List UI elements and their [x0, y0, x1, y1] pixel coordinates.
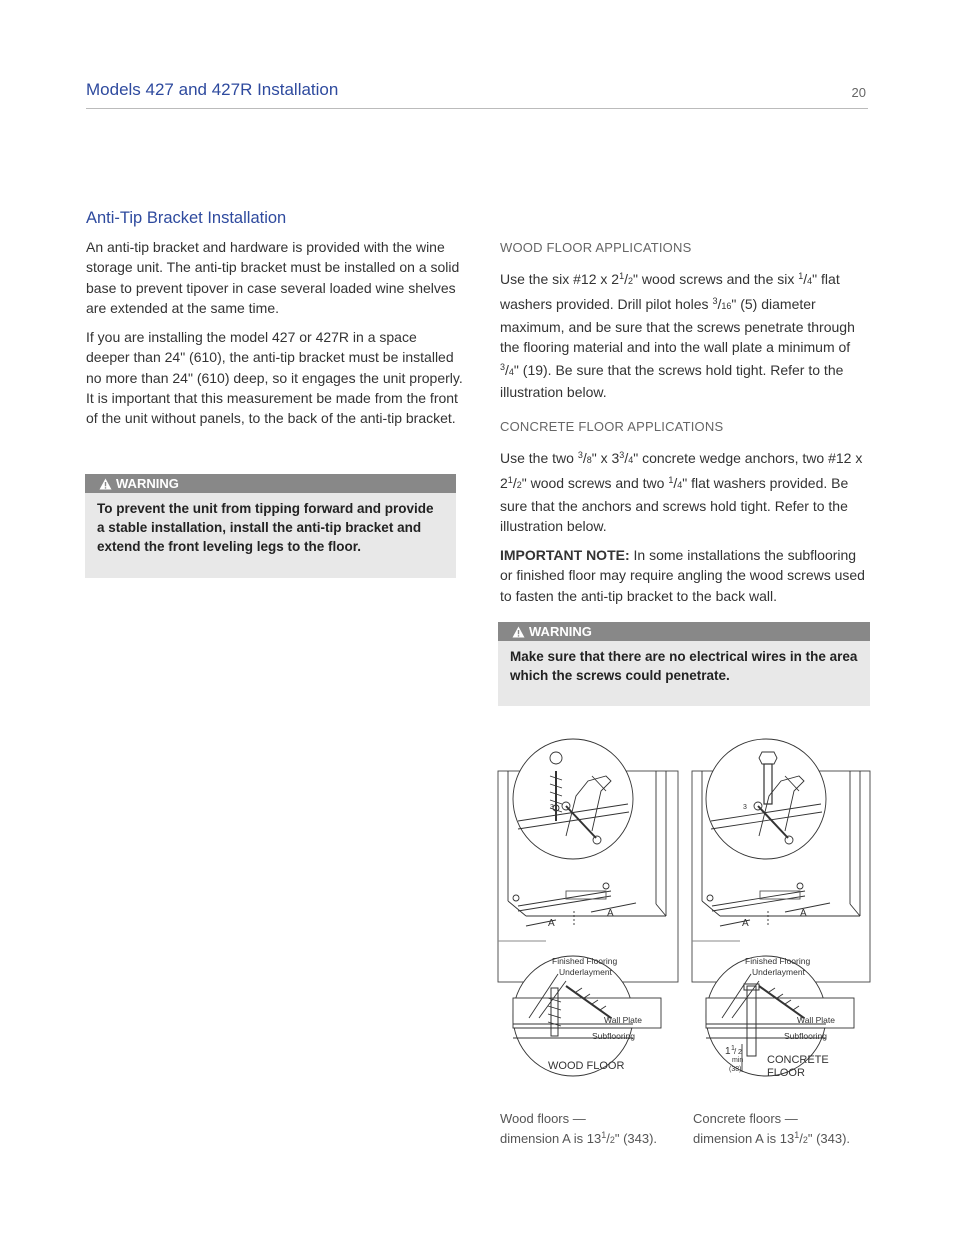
- underlayment-label: Underlayment: [752, 967, 805, 977]
- important-note: [500, 545, 872, 606]
- text-run: dimension A is 13: [693, 1131, 795, 1146]
- fraction-slash: /: [734, 1047, 737, 1056]
- fraction-numerator: 1: [794, 1130, 800, 1140]
- subflooring-label: Subflooring: [592, 1031, 636, 1041]
- concrete-floor-paragraph: Use the two $^3$/8" x $3^3/4$" concrete wedge anchors, two #12 x $2^1/2$" wood screws and two $^1$/4" flat washers provided. Be sure that the anchors and screws hold tight. Refer to the illustration below.: [500, 450, 863, 534]
- warning-text: To prevent the unit from tipping forward and provide a stable installation, install the anti-tip bracket and extend the front leveling legs to the floor.: [97, 501, 434, 554]
- fraction-denominator: 4: [628, 455, 634, 465]
- text-run: " x 3: [591, 450, 620, 466]
- text-run: " concrete wedge anchors, two #12 x 2: [500, 450, 863, 492]
- wood-floor-caption: [500, 1110, 657, 1149]
- min-label: min: [732, 1057, 744, 1064]
- anti-tip-bracket-illustration: [496, 736, 872, 1086]
- washer-mark-label: 3: [743, 804, 747, 811]
- text-run: Use the six #12 x 2: [500, 271, 620, 287]
- wall-plate-label: Wall Plate: [604, 1015, 642, 1025]
- caption-line: dimension A is $13^1/2$" (343).: [693, 1130, 851, 1146]
- wall-plate-label: Wall Plate: [797, 1015, 835, 1025]
- concrete-bracket-detail: [706, 739, 826, 859]
- fraction-denominator: 4: [677, 480, 683, 491]
- text-run: Use the two: [500, 450, 578, 466]
- finished-flooring-label: Finished Flooring: [745, 956, 811, 966]
- warning-text: Make sure that there are no electrical wires in the area which the screws could penetrate.: [510, 649, 858, 683]
- dimension-a-label: A: [800, 908, 807, 919]
- fraction-denominator: 16: [721, 301, 732, 312]
- wood-floor-section: [500, 240, 872, 403]
- warning-box-tipping: [85, 474, 456, 578]
- fraction-denominator: 2: [627, 276, 633, 286]
- wood-floor-paragraph: Use the six #12 x $2^1/2$" wood screws and the six $^1$/4" flat washers provided. Drill pilot holes $^3$/16" (5) diameter maximum, and be sure that the screws penetrate through the flooring material and into the wall plate a minimum of $^3$/4" (19). Be sure that the screws hold tight. Refer to the illustration below.: [500, 271, 855, 401]
- fraction-numerator: 1: [798, 271, 804, 281]
- fraction-denominator: 2: [516, 480, 522, 491]
- text-run: " (343).: [614, 1131, 658, 1146]
- warning-triangle-icon: [512, 626, 525, 638]
- subflooring-label: Subflooring: [784, 1031, 828, 1041]
- fraction-denominator: 4: [807, 276, 813, 286]
- dimension-a-label: A: [742, 918, 749, 929]
- text-run: " (343).: [807, 1131, 851, 1146]
- warning-label: WARNING: [529, 624, 592, 639]
- min-mm-label: (38): [729, 1066, 742, 1073]
- text-run: dimension A is 13: [500, 1131, 602, 1146]
- dimension-a-label: A: [548, 918, 555, 929]
- header-divider: [86, 108, 868, 109]
- underlayment-label: Underlayment: [559, 967, 612, 977]
- fraction-numerator: 3: [712, 296, 718, 307]
- concrete-floor-caption: [693, 1110, 850, 1149]
- text-run: " (5) diameter maximum, and be sure that the screws penetrate through the flooring material and into the wall plate a minimum of: [500, 296, 855, 355]
- section-title: Anti-Tip Bracket Installation: [86, 209, 287, 227]
- text-run: " (19). Be sure that the screws hold tight. Refer to the illustration below.: [500, 362, 844, 401]
- fraction-numerator: 1: [601, 1130, 607, 1140]
- text-run: " wood screws and two: [521, 475, 669, 492]
- min-depth-whole: 1: [725, 1046, 731, 1057]
- depth-paragraph: If you are installing the model 427 or 427R in a space deeper than 24" (610), the anti-tip bracket must be installed no more than 24" (610) deep, so it engages the unit properly. It is important that this measurement be made from the front of the unit without panels, to the back of the anti-tip bracket.: [86, 329, 463, 427]
- wood-bracket-detail: [513, 739, 633, 859]
- fraction-denominator: 4: [508, 367, 514, 378]
- fraction-denominator: 2: [802, 1135, 808, 1145]
- fraction-numerator: 3: [619, 450, 625, 460]
- min-depth-denominator: 2: [738, 1049, 742, 1056]
- floor-label: FLOOR: [767, 1067, 805, 1079]
- left-column: [86, 237, 464, 438]
- wood-floor-heading: WOOD FLOOR APPLICATIONS: [500, 240, 692, 255]
- caption-line: dimension A is $13^1/2$" (343).: [500, 1130, 658, 1146]
- fraction-numerator: 3: [577, 450, 583, 460]
- text-run: " flat washers provided. Be sure that the anchors and screws hold tight. Refer to the illustration below.: [500, 475, 849, 534]
- warning-label: WARNING: [116, 476, 179, 491]
- page-header-title: Models 427 and 427R Installation: [86, 80, 339, 99]
- fraction-denominator: 2: [609, 1135, 615, 1145]
- page-number: 20: [851, 85, 866, 100]
- caption-line: Wood floors —: [500, 1111, 586, 1126]
- wood-floor-label: WOOD FLOOR: [548, 1060, 625, 1072]
- dimension-a-label: A: [607, 908, 614, 919]
- min-depth-numerator: 1: [731, 1045, 735, 1052]
- fraction-numerator: 1: [619, 271, 625, 281]
- concrete-label: CONCRETE: [767, 1054, 829, 1066]
- fraction-numerator: 1: [507, 475, 513, 486]
- warning-box-electrical: [498, 622, 870, 706]
- text-run: " wood screws and the six: [632, 271, 799, 287]
- important-note-label: IMPORTANT NOTE:: [500, 547, 630, 564]
- concrete-floor-heading: CONCRETE FLOOR APPLICATIONS: [500, 419, 724, 434]
- warning-triangle-icon: [99, 478, 112, 490]
- warning-header: [498, 622, 870, 641]
- important-note-text: In some installations the subflooring or finished floor may require angling the wood screws used to fasten the anti-tip bracket to the back wall.: [500, 547, 865, 604]
- text-run: " flat washers provided. Drill pilot holes: [500, 271, 840, 313]
- washer-mark-label: 3: [550, 804, 554, 811]
- fraction-denominator: 8: [586, 455, 592, 465]
- intro-paragraph: An anti-tip bracket and hardware is provided with the wine storage unit. The anti-tip bracket must be installed on a solid base to prevent tipover in case several loaded wine shelves are extended at the same time.: [86, 239, 460, 316]
- fraction-numerator: 3: [500, 362, 506, 373]
- fraction-numerator: 1: [668, 475, 674, 486]
- concrete-floor-section: [500, 419, 872, 606]
- finished-flooring-label: Finished Flooring: [552, 956, 618, 966]
- warning-header: [85, 474, 456, 493]
- caption-line: Concrete floors —: [693, 1111, 798, 1126]
